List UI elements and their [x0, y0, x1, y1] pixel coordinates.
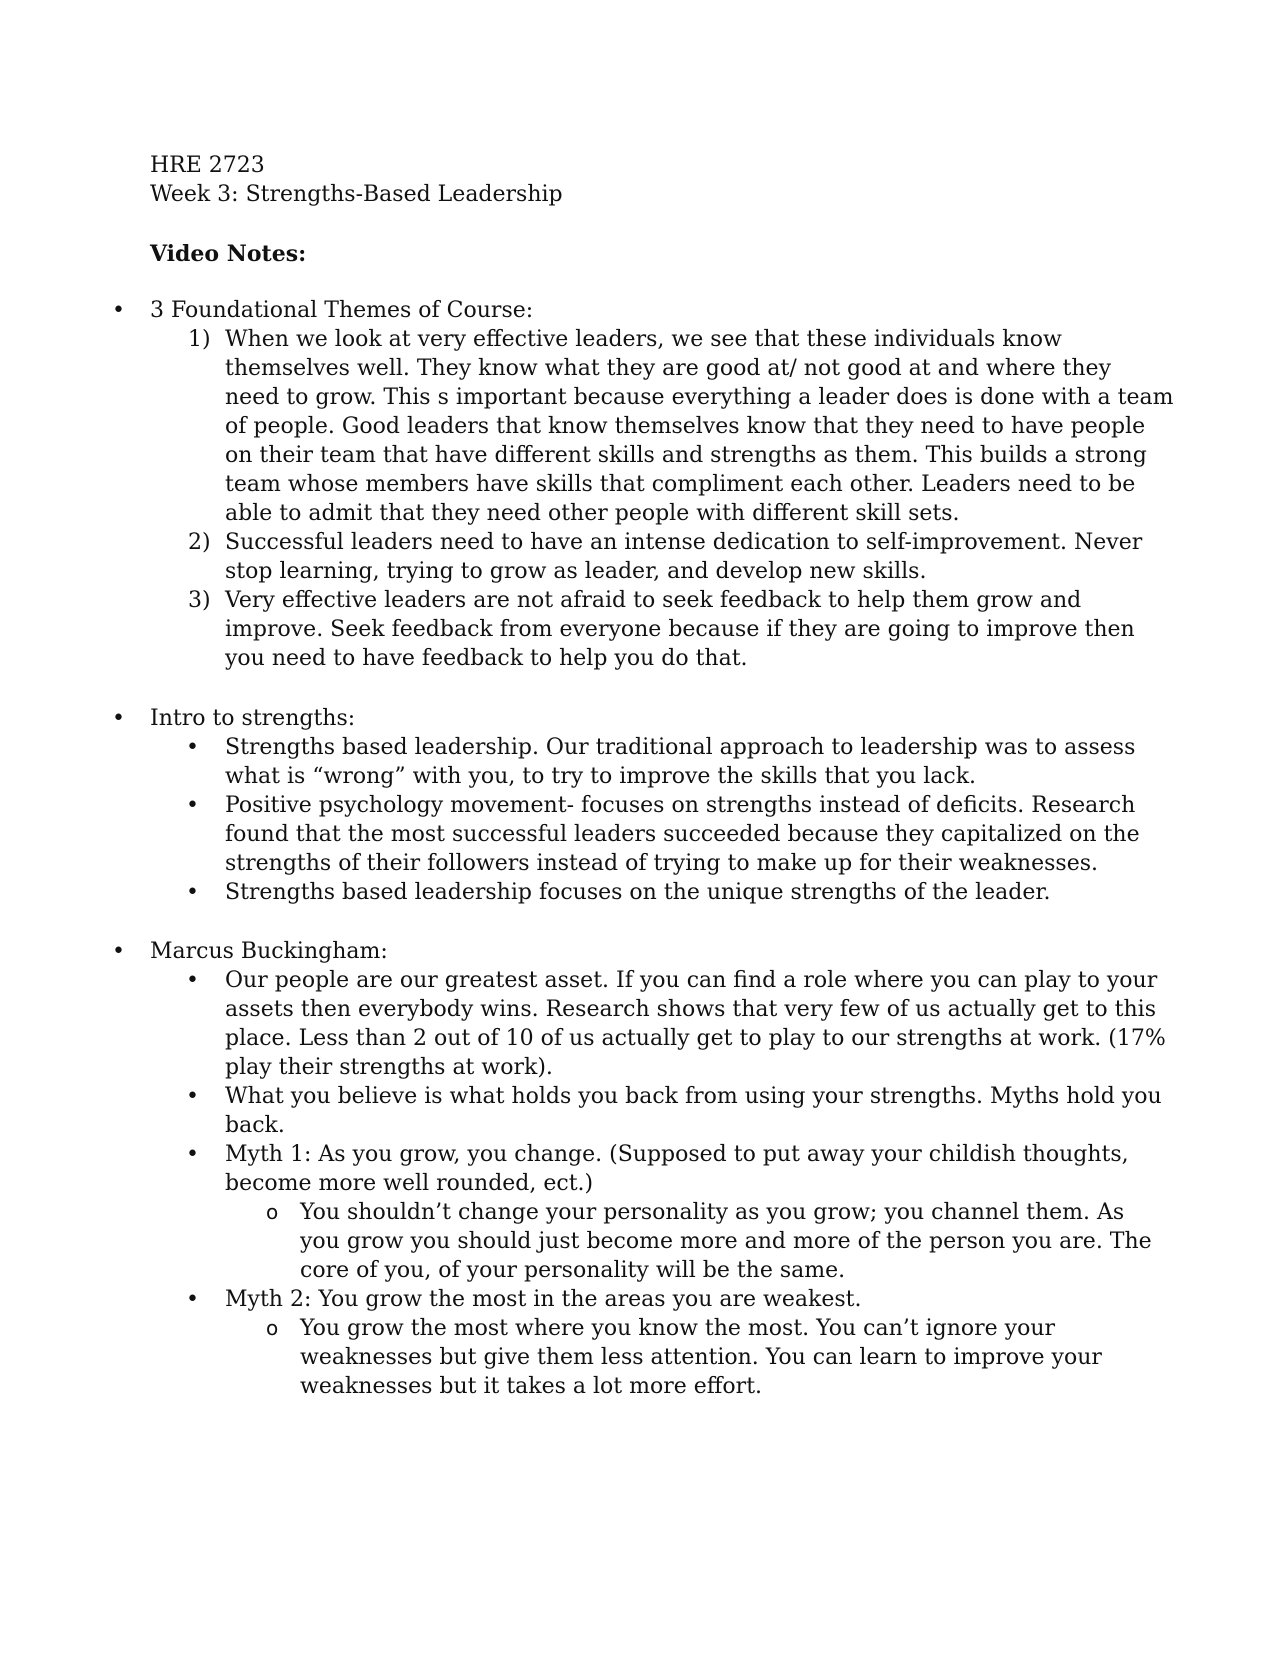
item-number: 3): [188, 588, 211, 613]
bullet-item: [0, 878, 1280, 907]
text-line: able to admit that they need other people with different skill sets.: [225, 501, 960, 526]
item-text: [225, 586, 1140, 673]
text-line: Myth 2: You grow the most in the areas you are weakest.: [225, 1287, 862, 1312]
item-number: 1): [188, 327, 211, 352]
bullet-icon: •: [112, 706, 125, 731]
bullet-item: [0, 733, 1280, 791]
item-text: [225, 1082, 1162, 1140]
section-foundational-themes: [0, 296, 1280, 673]
text-line: back.: [225, 1113, 285, 1138]
item-text: [225, 733, 1140, 791]
item-text: [225, 1140, 1140, 1198]
section-heading: [0, 704, 1280, 733]
text-line: found that the most successful leaders succeeded because they capitalized on the: [225, 822, 1140, 847]
text-line: on their team that have different skills and strengths as them. This builds a strong: [225, 443, 1147, 468]
section-heading: [0, 296, 1280, 325]
section-heading: [0, 937, 1280, 966]
item-text: [225, 1285, 1140, 1314]
bullet-item: [0, 791, 1280, 878]
document-title: Week 3: Strengths-Based Leadership: [150, 182, 563, 207]
text-line: core of you, of your personality will be the same.: [300, 1258, 846, 1283]
item-text: [225, 528, 1143, 586]
numbered-item: [0, 528, 1280, 586]
section-title: Intro to strengths:: [150, 706, 356, 731]
text-line: team whose members have skills that compliment each other. Leaders need to be: [225, 472, 1136, 497]
bullet-icon: •: [186, 793, 199, 818]
text-line: You grow the most where you know the most. You can’t ignore your: [300, 1316, 1056, 1341]
text-line: Myth 1: As you grow, you change. (Supposed to put away your childish thoughts,: [225, 1142, 1129, 1167]
text-line: improve. Seek feedback from everyone because if they are going to improve then: [225, 617, 1135, 642]
bullet-icon: •: [186, 968, 199, 993]
item-text: [300, 1198, 1152, 1285]
text-line: place. Less than 2 out of 10 of us actually get to play to our strengths at work. (17%: [225, 1026, 1166, 1051]
text-line: Strengths based leadership focuses on the unique strengths of the leader.: [225, 880, 1051, 905]
text-line: weaknesses but it takes a lot more effort.: [300, 1374, 763, 1399]
sub-bullet-item: [0, 1314, 1280, 1401]
section-intro-to-strengths: [0, 704, 1280, 907]
section-title: Marcus Buckingham:: [150, 939, 388, 964]
text-line: Our people are our greatest asset. If you can find a role where you can play to your: [225, 968, 1158, 993]
bullet-icon: •: [186, 1287, 199, 1312]
text-line: strengths of their followers instead of trying to make up for their weaknesses.: [225, 851, 1099, 876]
text-line: Successful leaders need to have an intense dedication to self-improvement. Never: [225, 530, 1143, 555]
bullet-icon: •: [112, 939, 125, 964]
numbered-item: [0, 586, 1280, 673]
section-title: 3 Foundational Themes of Course:: [150, 298, 534, 323]
text-line: assets then everybody wins. Research shows that very few of us actually get to this: [225, 997, 1156, 1022]
text-line: need to grow. This s important because everything a leader does is done with a team: [225, 385, 1174, 410]
bullet-item: [0, 966, 1280, 1082]
text-line: What you believe is what holds you back from using your strengths. Myths hold you: [225, 1084, 1162, 1109]
text-line: weaknesses but give them less attention. You can learn to improve your: [300, 1345, 1102, 1370]
bullet-icon: •: [186, 1084, 199, 1109]
text-line: become more well rounded, ect.): [225, 1171, 594, 1196]
bullet-item-myth-1: [0, 1140, 1280, 1198]
item-text: [225, 325, 1174, 528]
text-line: Positive psychology movement- focuses on strengths instead of deficits. Research: [225, 793, 1136, 818]
bullet-icon: •: [186, 735, 199, 760]
section-marcus-buckingham: [0, 937, 1280, 1401]
text-line: you need to have feedback to help you do that.: [225, 646, 748, 671]
text-line: stop learning, trying to grow as leader, and develop new skills.: [225, 559, 927, 584]
text-line: what is “wrong” with you, to try to improve the skills that you lack.: [225, 764, 977, 789]
text-line: of people. Good leaders that know themselves know that they need to have people: [225, 414, 1146, 439]
text-line: When we look at very effective leaders, we see that these individuals know: [225, 327, 1062, 352]
sub-bullet-icon: o: [266, 1200, 279, 1224]
item-text: [225, 791, 1140, 878]
item-text: [225, 966, 1166, 1082]
item-text: [300, 1314, 1140, 1401]
text-line: Very effective leaders are not afraid to seek feedback to help them grow and: [225, 588, 1082, 613]
sub-bullet-item: [0, 1198, 1280, 1285]
text-line: Strengths based leadership. Our traditional approach to leadership was to assess: [225, 735, 1136, 760]
item-number: 2): [188, 530, 211, 555]
bullet-icon: •: [112, 298, 125, 323]
video-notes-heading: Video Notes:: [150, 241, 307, 267]
bullet-item: [0, 1082, 1280, 1140]
text-line: themselves well. They know what they are good at/ not good at and where they: [225, 356, 1112, 381]
text-line: You shouldn’t change your personality as you grow; you channel them. As: [300, 1200, 1125, 1225]
bullet-icon: •: [186, 1142, 199, 1167]
bullet-item-myth-2: [0, 1285, 1280, 1314]
text-line: you grow you should just become more and more of the person you are. The: [300, 1229, 1152, 1254]
course-code: HRE 2723: [150, 153, 265, 178]
item-text: [225, 878, 1140, 907]
text-line: play their strengths at work).: [225, 1055, 553, 1080]
document-header: [150, 151, 563, 209]
numbered-item: [0, 325, 1280, 528]
sub-bullet-icon: o: [266, 1316, 279, 1340]
bullet-icon: •: [186, 880, 199, 905]
